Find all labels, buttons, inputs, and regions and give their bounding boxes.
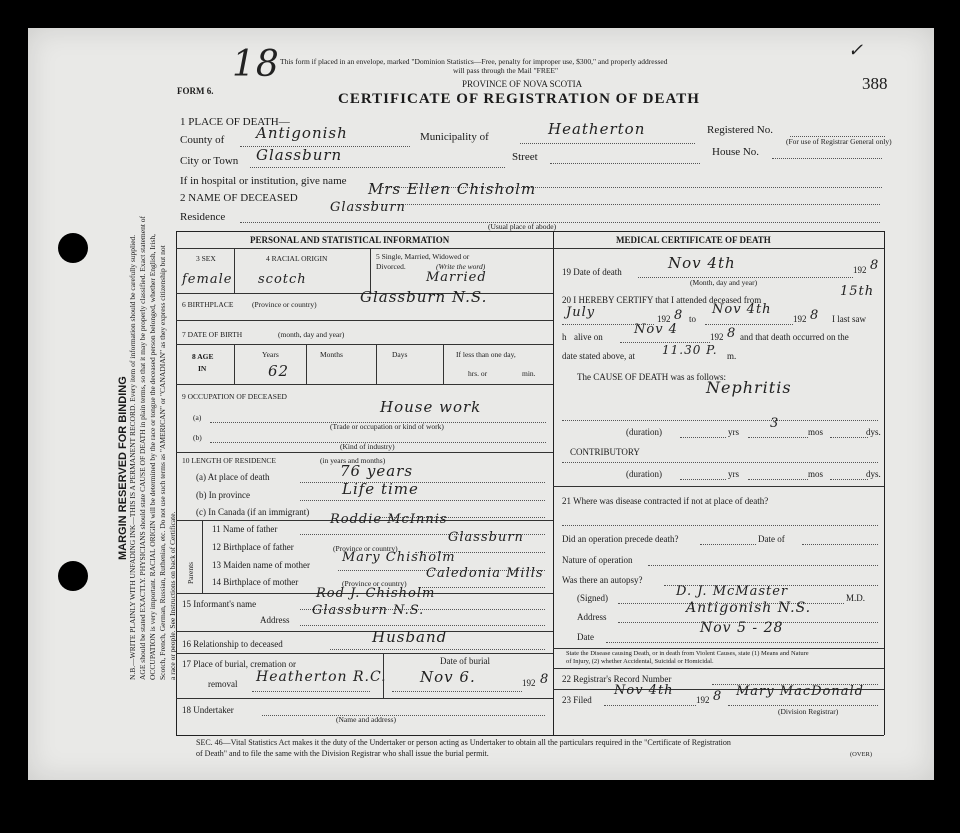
city-label: City or Town <box>180 155 239 167</box>
marital-label-2: Divorced. <box>376 262 406 271</box>
residence-label: Residence <box>180 211 226 223</box>
residence-length-label: 10 LENGTH OF RESIDENCE <box>182 456 276 465</box>
check-mark-icon: ✓ <box>848 40 865 61</box>
undertaker-note: (Name and address) <box>336 715 396 724</box>
date-above-label: date stated above, at <box>562 351 635 361</box>
dob-note: (month, day and year) <box>278 330 345 339</box>
cause-mos-label: mos <box>808 427 824 437</box>
burial-removal-label: removal <box>208 679 238 689</box>
certificate-title: CERTIFICATE OF REGISTRATION OF DEATH <box>338 91 700 107</box>
marital-note: (Write the word) <box>436 262 486 271</box>
sex-value: female <box>182 272 233 287</box>
res-a-label: (a) At place of death <box>196 472 270 482</box>
province-name: PROVINCE OF NOVA SCOTIA <box>462 79 583 89</box>
res-c-label: (c) In Canada (if an immigrant) <box>196 507 310 517</box>
alive-year-hw: 8 <box>727 326 737 341</box>
death-date-label: 19 Date of death <box>562 267 622 277</box>
cause-duration-label: (duration) <box>626 427 662 437</box>
attend-from-month: July <box>566 305 596 320</box>
hrs-label: hrs. or <box>468 369 488 378</box>
county-value: Antigonish <box>256 124 348 142</box>
marital-label: 5 Single, Married, Widowed or <box>376 252 470 261</box>
death-date-note: (Month, day and year) <box>690 278 758 287</box>
birthplace-label: 6 BIRTHPLACE <box>182 300 234 309</box>
mother-birthplace-label: 14 Birthplace of mother <box>212 577 299 587</box>
marital-value: Married <box>426 270 487 285</box>
place-of-death-label: 1 PLACE OF DEATH— <box>180 116 290 128</box>
sex-label: 3 SEX <box>196 254 216 263</box>
margin-instruction-4: Scotch, French, German, Russian, Ruthenian, etc. Do not use such terms as "AMERICAN" or "CANADIAN" as they express citizenship but not <box>158 245 167 680</box>
res-b-value: Life time <box>342 480 419 498</box>
age-in-label: IN <box>198 364 207 373</box>
handwritten-number: 18 <box>232 44 280 85</box>
informant-label: 15 Informant's name <box>182 599 257 609</box>
house-no-label: House No. <box>712 146 760 158</box>
from-year-hw: 8 <box>674 308 684 323</box>
death-occurred-label: and that death occurred on the <box>740 332 849 342</box>
relationship-value: Husband <box>372 628 448 646</box>
res-a-value: 76 years <box>340 462 414 480</box>
registrar-name-value: Mary MacDonald <box>736 684 864 699</box>
mail-notice-2: will pass through the Mail "FREE" <box>453 66 559 75</box>
residence-length-note: (in years and months) <box>320 456 386 465</box>
informant-address-label: Address <box>260 615 290 625</box>
q21-label: 21 Where was disease contracted if not at place of death? <box>562 496 769 506</box>
physician-address-label: Address <box>577 612 607 622</box>
age-label: 8 AGE <box>192 352 214 361</box>
footer-line-1: SEC. 46—Vital Statistics Act makes it the duty of the Undertaker or person acting as Undertaker to obtain all the particulars required in the "Certificate of Registration <box>196 738 731 747</box>
cause-dys-label: dys. <box>866 427 881 437</box>
to-year-hw: 8 <box>810 308 820 323</box>
attend-from-value: 15th <box>840 284 875 299</box>
city-value: Glassburn <box>256 146 343 164</box>
municipality-value: Heatherton <box>548 120 646 138</box>
death-year-print: 192 <box>853 265 867 275</box>
race-value: scotch <box>258 272 307 287</box>
burial-date-value: Nov 6. <box>420 668 476 686</box>
less-than-day-label: If less than one day, <box>456 350 516 359</box>
burial-year-print: 192 <box>522 678 536 688</box>
margin-instruction-5: a race or people. See Instructions on back of Certificate. <box>168 511 177 680</box>
m-label: m. <box>727 351 737 361</box>
hospital-label: If in hospital or institution, give name <box>180 175 347 187</box>
cause-yrs-label: yrs <box>728 427 739 437</box>
mother-birthplace-value: Caledonia Mills <box>426 566 544 581</box>
signed-value: D. J. McMaster <box>676 584 789 599</box>
last-saw-value: Nov 4 <box>634 322 678 337</box>
sign-date-value: Nov 5 - 28 <box>700 620 784 636</box>
certify-label: 20 I HEREBY CERTIFY that I attended deceased from <box>562 295 762 305</box>
burial-date-label: Date of burial <box>440 656 490 666</box>
months-label: Months <box>320 350 343 359</box>
informant-address-value: Glassburn N.S. <box>312 603 425 618</box>
birthplace-value: Glassburn N.S. <box>360 288 488 306</box>
to-year-print: 192 <box>793 314 807 324</box>
autopsy-label: Was there an autopsy? <box>562 575 643 585</box>
burial-year-hw: 8 <box>540 672 550 687</box>
municipality-label: Municipality of <box>420 131 489 143</box>
alive-h-label: h <box>562 332 567 342</box>
contributory-label: CONTRIBUTORY <box>570 447 640 457</box>
mother-label: 13 Maiden name of mother <box>212 560 310 570</box>
father-birthplace-note: (Province or country) <box>333 544 398 553</box>
contrib-dys-label: dys. <box>866 469 881 479</box>
contrib-duration-label: (duration) <box>626 469 662 479</box>
death-time-value: 11.30 P. <box>662 343 718 357</box>
last-saw-label: I last saw <box>832 314 866 324</box>
filed-year-hw: 8 <box>713 689 723 704</box>
registrar-record-label: 22 Registrar's Record Number <box>562 674 672 684</box>
physician-address-value: Antigonish N.S. <box>686 600 812 616</box>
margin-instruction-1: N.B.—WRITE PLAINLY WITH UNFADING INK—THIS IS A PERMANENT RECORD. Every item of information should be carefully supplied. <box>128 234 137 680</box>
attend-to-value: Nov 4th <box>712 302 772 317</box>
alive-on-label: alive on <box>574 332 603 342</box>
occupation-a: (a) <box>193 413 202 422</box>
cause-label: The CAUSE OF DEATH was as follows: <box>577 372 726 382</box>
margin-title: MARGIN RESERVED FOR BINDING <box>117 376 129 560</box>
footer-over: (OVER) <box>850 751 873 758</box>
form-number: FORM 6. <box>177 86 214 96</box>
from-year-print: 192 <box>657 314 671 324</box>
relationship-label: 16 Relationship to deceased <box>182 639 283 649</box>
operation-label: Did an operation precede death? <box>562 534 679 544</box>
occupation-label: 9 OCCUPATION OF DECEASED <box>182 392 287 401</box>
sign-date-label: Date <box>577 632 594 642</box>
punch-hole-top <box>58 233 88 263</box>
margin-instruction-3: OCCUPATION is very important. RACIAL ORIGIN will be determined by the race or tongue the deceased person belonged, whether English, Irish, <box>148 233 157 680</box>
filed-year-print: 192 <box>696 695 710 705</box>
mother-value: Mary Chisholm <box>342 550 456 565</box>
residence-value: Glassburn <box>330 200 406 215</box>
father-label: 11 Name of father <box>212 524 278 534</box>
punch-hole-bottom <box>58 561 88 591</box>
personal-heading: PERSONAL AND STATISTICAL INFORMATION <box>250 235 450 245</box>
age-years-value: 62 <box>268 362 290 380</box>
father-value: Roddie McInnis <box>330 512 448 527</box>
abode-note: (Usual place of abode) <box>488 222 557 231</box>
birthplace-note: (Province or country) <box>252 300 317 309</box>
informant-value: Rod J. Chisholm <box>316 586 436 601</box>
signed-label: (Signed) <box>577 593 608 603</box>
occupation-b-note: (Kind of industry) <box>340 442 395 451</box>
violent-note-2: of Injury, (2) whether Accidental, Suicidal or Homicidal. <box>566 658 714 665</box>
parents-label: Parents <box>186 561 195 584</box>
cause-mos-value: 3 <box>770 416 780 431</box>
death-date-value: Nov 4th <box>668 254 736 272</box>
race-label: 4 RACIAL ORIGIN <box>266 254 328 263</box>
filed-label: 23 Filed <box>562 695 592 705</box>
cause-value: Nephritis <box>706 378 792 397</box>
undertaker-label: 18 Undertaker <box>182 705 234 715</box>
occupation-value: House work <box>380 398 482 416</box>
street-label: Street <box>512 151 538 163</box>
division-registrar-note: (Division Registrar) <box>778 707 839 716</box>
filed-value: Nov 4th <box>614 683 674 698</box>
date-of-label: Date of <box>758 534 785 544</box>
serial-number: 388 <box>862 74 888 93</box>
res-b-label: (b) In province <box>196 490 250 500</box>
alive-year-print: 192 <box>710 332 724 342</box>
days-label: Days <box>392 350 408 359</box>
registered-no-label: Registered No. <box>707 124 773 136</box>
mother-birthplace-note: (Province or country) <box>342 579 407 588</box>
burial-label: 17 Place of burial, cremation or <box>182 659 296 669</box>
father-birthplace-value: Glassburn <box>448 530 524 545</box>
occupation-a-note: (Trade or occupation or kind of work) <box>330 422 444 431</box>
years-label: Years <box>262 350 279 359</box>
county-label: County of <box>180 134 225 146</box>
nature-label: Nature of operation <box>562 555 633 565</box>
footer-line-2: of Death" and to file the same with the Division Registrar who shall issue the burial permit. <box>196 749 489 758</box>
deceased-name-value: Mrs Ellen Chisholm <box>368 180 537 198</box>
registrar-note: (For use of Registrar General only) <box>786 137 892 146</box>
margin-instruction-2: AGE should be stated EXACTLY. PHYSICIANS should state CAUSE OF DEATH in plain terms, so that it may be properly classified. Exact statement of <box>138 215 147 680</box>
min-label: min. <box>522 369 536 378</box>
father-birthplace-label: 12 Birthplace of father <box>212 542 294 552</box>
deceased-name-label: 2 NAME OF DECEASED <box>180 192 298 204</box>
death-year-hw: 8 <box>870 258 880 273</box>
medical-heading: MEDICAL CERTIFICATE OF DEATH <box>616 235 771 245</box>
occupation-b: (b) <box>193 433 202 442</box>
burial-place-value: Heatherton R.C. <box>256 669 387 685</box>
to-label: to <box>689 314 697 324</box>
dob-label: 7 DATE OF BIRTH <box>182 330 243 339</box>
md-label: M.D. <box>846 593 866 603</box>
contrib-yrs-label: yrs <box>728 469 739 479</box>
violent-note-1: State the Disease causing Death, or in death from Violent Causes, state (1) Means and Nature <box>566 650 809 657</box>
contrib-mos-label: mos <box>808 469 824 479</box>
mail-notice-1: This form if placed in an envelope, marked "Dominion Statistics—Free, penalty for improper use, $300," and properly addressed <box>280 57 668 66</box>
